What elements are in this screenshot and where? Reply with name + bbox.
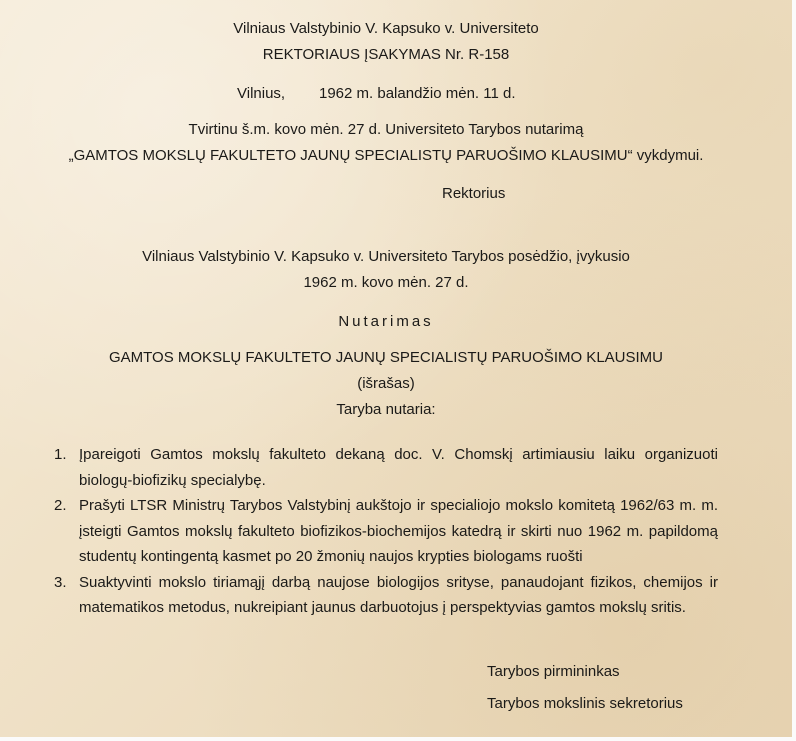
list-item xyxy=(54,570,718,621)
resolution-heading: Nutarimas xyxy=(338,313,434,330)
resolution-items xyxy=(54,442,718,621)
order-date: 1962 m. balandžio mėn. 11 d. xyxy=(319,85,516,102)
order-title: REKTORIAUS ĮSAKYMAS Nr. R-158 xyxy=(262,46,510,63)
approval-line-2: „GAMTOS MOKSLŲ FAKULTETO JAUNŲ SPECIALISTŲ PARUOŠIMO KLAUSIMU“ vykdymui. xyxy=(68,147,704,164)
resolution-extract-label: (išrašas) xyxy=(357,375,415,392)
item-text: Suaktyvinti mokslo tiriamąjį darbą naujose biologijos srityse, panaudojant fizikos, chemijos ir matematikos metodus, nukreipiant jaunus darbuotojus į perspektyvias gamtos mokslų sritis. xyxy=(79,573,718,616)
resolution-intro: Taryba nutaria: xyxy=(336,401,436,418)
secretary-signature: Tarybos mokslinis sekretorius xyxy=(487,695,683,712)
approval-line-1: Tvirtinu š.m. kovo mėn. 27 d. Universiteto Tarybos nutarimą xyxy=(188,121,584,138)
item-text: Prašyti LTSR Ministrų Tarybos Valstybinį aukštojo ir specialiojo mokslo komitetą 1962/63 m. m. įsteigti Gamtos mokslų fakulteto biofizikos-biochemijos katedrą ir skirti nuo 1962 m. papildomą studentų kontingentą kasmet po 20 žmonių naujos krypties biologams ruošti xyxy=(79,497,718,565)
list-item xyxy=(54,442,718,493)
meeting-line-1: Vilniaus Valstybinio V. Kapsuko v. Universiteto Tarybos posėdžio, įvykusio xyxy=(142,248,630,265)
item-number: 1. xyxy=(54,446,67,463)
university-name: Vilniaus Valstybinio V. Kapsuko v. Universiteto xyxy=(233,20,539,37)
item-number: 3. xyxy=(54,573,67,591)
item-text: Įpareigoti Gamtos mokslų fakulteto dekaną doc. V. Chomskį artimiausiu laiku organizuoti biologų-biofizikų specialybę. xyxy=(79,446,718,489)
chairman-signature: Tarybos pirmininkas xyxy=(487,663,620,680)
order-city: Vilnius, xyxy=(237,85,286,102)
list-item xyxy=(54,493,718,570)
rector-signature: Rektorius xyxy=(442,185,506,202)
resolution-subject: GAMTOS MOKSLŲ FAKULTETO JAUNŲ SPECIALISTŲ PARUOŠIMO KLAUSIMU xyxy=(109,349,663,366)
meeting-date: 1962 m. kovo mėn. 27 d. xyxy=(303,274,469,291)
item-number: 2. xyxy=(54,497,67,514)
